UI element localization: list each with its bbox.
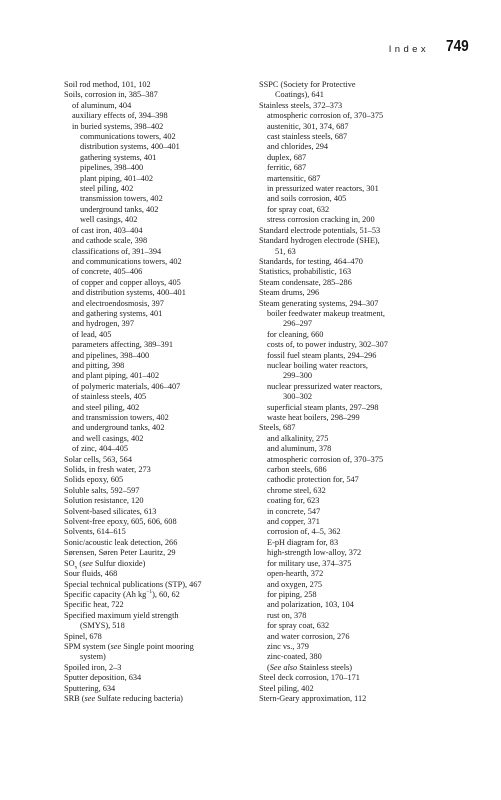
index-entry — [64, 215, 249, 225]
entry-text: Standard electrode potentials, 51–53 — [259, 225, 381, 235]
index-entry — [64, 569, 249, 579]
entry-text: coating for, 623 — [267, 496, 320, 506]
entry-text: SRB ( — [64, 693, 85, 703]
index-entry — [259, 475, 459, 485]
index-entry — [259, 278, 459, 288]
entry-text: nuclear boiling water reactors, — [267, 360, 368, 370]
entry-text: Steam condensate, 285–286 — [259, 277, 352, 287]
index-entry — [64, 80, 249, 90]
entry-text: distribution systems, 400–401 — [80, 142, 180, 152]
entry-text: Sputter deposition, 634 — [64, 673, 142, 683]
entry-text: underground tanks, 402 — [80, 204, 159, 214]
index-entry — [259, 434, 459, 444]
index-entry — [259, 371, 459, 381]
index-entry — [64, 559, 249, 569]
entry-text: 300–302 — [283, 392, 313, 402]
entry-text: and polarization, 103, 104 — [267, 600, 354, 610]
entry-text: and underground tanks, 402 — [72, 423, 165, 433]
entry-text: steel piling, 402 — [80, 184, 134, 194]
entry-text: of stainless steels, 405 — [72, 392, 147, 402]
entry-text: carbon steels, 686 — [267, 465, 327, 475]
entry-text: communications towers, 402 — [80, 132, 176, 142]
header-word: Index — [388, 44, 429, 55]
entry-text: high-strength low-alloy, 372 — [267, 548, 362, 558]
entry-text: ( — [77, 558, 83, 568]
entry-text: Soils, corrosion in, 385–387 — [64, 90, 158, 100]
entry-text: Stainless steels, 372–373 — [259, 100, 343, 110]
entry-text: martensitic, 687 — [267, 173, 321, 183]
index-entry — [259, 132, 459, 142]
entry-text: in concrete, 547 — [267, 506, 321, 516]
index-entry — [64, 132, 249, 142]
index-entry — [64, 642, 249, 652]
entry-text: and transmission towers, 402 — [72, 413, 169, 422]
index-entry — [64, 299, 249, 309]
index-entry — [259, 226, 459, 236]
entry-text: Solvents, 614–615 — [64, 527, 126, 537]
entry-text: atmospheric corrosion of, 370–375 — [267, 111, 384, 121]
index-column-left — [64, 80, 249, 704]
index-entry — [64, 403, 249, 413]
index-entry — [64, 309, 249, 319]
index-entry — [259, 569, 459, 579]
entry-text: chrome steel, 632 — [267, 485, 326, 495]
index-entry — [259, 101, 459, 111]
entry-text: Steels, 687 — [259, 423, 296, 433]
entry-text: pipelines, 398–400 — [80, 163, 144, 173]
entry-text: in buried systems, 398–402 — [72, 121, 164, 131]
index-entry — [64, 611, 249, 621]
entry-text: Sour fluids, 468 — [64, 569, 118, 579]
index-entry — [259, 621, 459, 631]
entry-text: atmospheric corrosion of, 370–375 — [267, 454, 384, 464]
index-entry — [259, 288, 459, 298]
entry-text: Coatings), 641 — [275, 90, 324, 100]
index-entry — [64, 319, 249, 329]
entry-text: see — [82, 558, 93, 568]
entry-text: Single point mooring — [121, 641, 194, 651]
entry-text: and oxygen, 275 — [267, 579, 323, 589]
entry-text: stress corrosion cracking in, 200 — [267, 215, 375, 225]
index-entry — [259, 673, 459, 683]
entry-text: −1 — [146, 589, 153, 596]
index-entry — [64, 101, 249, 111]
index-entry — [64, 153, 249, 163]
index-entry — [259, 382, 459, 392]
index-entry — [259, 153, 459, 163]
entry-text: and pipelines, 398–400 — [72, 350, 150, 360]
index-entry — [64, 330, 249, 340]
entry-text: and communications towers, 402 — [72, 256, 182, 266]
index-entry — [259, 423, 459, 433]
entry-text: costs of, to power industry, 302–307 — [267, 340, 388, 350]
entry-text: and soils corrosion, 405 — [267, 194, 347, 204]
entry-text: 299–300 — [283, 371, 313, 381]
index-entry — [64, 663, 249, 673]
entry-text: and copper, 371 — [267, 517, 320, 527]
entry-text: ( — [267, 662, 270, 672]
index-entry — [64, 590, 249, 600]
entry-text: of copper and copper alloys, 405 — [72, 277, 181, 287]
entry-text: Spinel, 678 — [64, 631, 102, 641]
entry-text: nuclear pressurized water reactors, — [267, 381, 383, 391]
index-entry — [64, 236, 249, 246]
index-entry — [64, 600, 249, 610]
index-entry — [64, 142, 249, 152]
entry-text: x — [74, 564, 78, 571]
index-entry — [64, 122, 249, 132]
entry-text: and water corrosion, 276 — [267, 631, 350, 641]
entry-text: parameters affecting, 389–391 — [72, 340, 173, 350]
entry-text: zinc-coated, 380 — [267, 652, 322, 662]
entry-text: and pitting, 398 — [72, 360, 125, 370]
entry-text: Sulfate reducing bacteria) — [95, 693, 183, 703]
index-entry — [259, 652, 459, 662]
index-entry — [64, 351, 249, 361]
entry-text: gathering systems, 401 — [80, 152, 157, 162]
index-entry — [259, 455, 459, 465]
index-entry — [64, 184, 249, 194]
entry-text: Sonic/acoustic leak detection, 266 — [64, 537, 178, 547]
index-entry — [64, 496, 249, 506]
entry-text: and steel piling, 402 — [72, 402, 140, 412]
entry-text: of aluminum, 404 — [72, 100, 132, 110]
index-entry — [64, 267, 249, 277]
index-entry — [259, 215, 459, 225]
index-entry — [64, 538, 249, 548]
index-entry — [64, 288, 249, 298]
index-entry — [64, 413, 249, 423]
entry-text: for spray coat, 632 — [267, 204, 330, 214]
entry-text: Stainless steels) — [297, 662, 353, 672]
index-entry — [64, 548, 249, 558]
entry-text: for spray coat, 632 — [267, 621, 330, 631]
index-entry — [64, 392, 249, 402]
index-entry — [259, 236, 459, 246]
entry-text: SPM system ( — [64, 641, 111, 651]
index-entry — [259, 507, 459, 517]
entry-text: SSPC (Society for Protective — [259, 80, 356, 89]
entry-text: Sulfur dioxide) — [92, 558, 146, 568]
entry-text: for cleaning, 660 — [267, 329, 324, 339]
index-entry — [64, 684, 249, 694]
entry-text: Steel piling, 402 — [259, 683, 314, 693]
entry-text: and gathering systems, 401 — [72, 308, 163, 318]
index-entry — [259, 247, 459, 257]
index-entry — [259, 611, 459, 621]
entry-text: fossil fuel steam plants, 294–296 — [267, 350, 377, 360]
entry-text: of concrete, 405–406 — [72, 267, 143, 277]
entry-text: austenitic, 301, 374, 687 — [267, 121, 349, 131]
entry-text: boiler feedwater makeup treatment, — [267, 308, 385, 318]
index-entry — [259, 694, 459, 704]
index-entry — [64, 278, 249, 288]
index-entry — [64, 257, 249, 267]
entry-text: Specific capacity (Ah kg — [64, 589, 147, 599]
entry-text: See also — [269, 662, 298, 672]
entry-text: Steam drums, 296 — [259, 288, 320, 298]
entry-text: Solution resistance, 120 — [64, 496, 144, 506]
index-entry — [64, 371, 249, 381]
entry-text: Sørensen, Søren Peter Lauritz, 29 — [64, 548, 176, 558]
index-entry — [259, 80, 459, 90]
entry-text: cathodic protection for, 547 — [267, 475, 359, 485]
index-entry — [259, 590, 459, 600]
index-entry — [259, 403, 459, 413]
index-entry — [259, 496, 459, 506]
index-entry — [64, 486, 249, 496]
entry-text: Statistics, probabilistic, 163 — [259, 267, 352, 277]
entry-text: Specified maximum yield strength — [64, 610, 179, 620]
index-entry — [259, 517, 459, 527]
entry-text: classifications of, 391–394 — [72, 246, 162, 256]
entry-text: duplex, 687 — [267, 152, 307, 162]
entry-text: Standard hydrogen electrode (SHE), — [259, 236, 380, 246]
entry-text: E-pH diagram for, 83 — [267, 537, 339, 547]
index-entry — [64, 652, 249, 662]
index-entry — [64, 475, 249, 485]
entry-text: and aluminum, 378 — [267, 444, 332, 454]
index-entry — [259, 330, 459, 340]
entry-text: Soil rod method, 101, 102 — [64, 80, 151, 89]
index-entry — [259, 465, 459, 475]
entry-text: and distribution systems, 400–401 — [72, 288, 186, 298]
entry-text: transmission towers, 402 — [80, 194, 163, 204]
index-entry — [64, 205, 249, 215]
index-entry — [259, 111, 459, 121]
entry-text: zinc vs., 379 — [267, 641, 309, 651]
index-entry — [64, 226, 249, 236]
index-entry — [64, 163, 249, 173]
index-entry — [64, 90, 249, 100]
index-entry — [259, 663, 459, 673]
index-entry — [64, 673, 249, 683]
index-entry — [259, 257, 459, 267]
entry-text: well casings, 402 — [80, 215, 138, 225]
entry-text: Steam generating systems, 294–307 — [259, 298, 379, 308]
index-entry — [259, 444, 459, 454]
entry-text: see — [84, 693, 96, 703]
index-entry — [259, 142, 459, 152]
index-entry — [259, 267, 459, 277]
index-entry — [259, 580, 459, 590]
entry-text: 296–297 — [283, 319, 313, 329]
index-entry — [259, 642, 459, 652]
entry-text: open-hearth, 372 — [267, 569, 324, 579]
entry-text: cast stainless steels, 687 — [267, 132, 348, 142]
entry-text: in pressurized water reactors, 301 — [267, 184, 379, 194]
index-entry — [64, 517, 249, 527]
index-entry — [64, 507, 249, 517]
index-entry — [64, 694, 249, 704]
entry-text: Solar cells, 563, 564 — [64, 454, 132, 464]
entry-text: auxiliary effects of, 394–398 — [72, 111, 168, 121]
index-entry — [64, 455, 249, 465]
index-entry — [64, 194, 249, 204]
index-entry — [64, 340, 249, 350]
entry-text: Solids epoxy, 605 — [64, 475, 124, 485]
entry-text: and cathode scale, 398 — [72, 236, 148, 246]
index-entry — [64, 111, 249, 121]
index-entry — [259, 538, 459, 548]
entry-text: Sputtering, 634 — [64, 683, 116, 693]
entry-text: of zinc, 404–405 — [72, 444, 128, 454]
index-entry — [64, 527, 249, 537]
index-entry — [259, 205, 459, 215]
index-entry — [259, 600, 459, 610]
index-entry — [64, 382, 249, 392]
entry-text: superficial steam plants, 297–298 — [267, 402, 379, 412]
index-entry — [259, 174, 459, 184]
index-entry — [259, 392, 459, 402]
entry-text: 51, 63 — [275, 246, 296, 256]
index-entry — [64, 444, 249, 454]
index-entry — [64, 361, 249, 371]
index-entry — [259, 319, 459, 329]
index-entry — [259, 122, 459, 132]
entry-text: and hydrogen, 397 — [72, 319, 134, 329]
entry-text: system) — [80, 652, 106, 662]
index-entry — [259, 299, 459, 309]
entry-text: see — [110, 641, 122, 651]
index-entry — [259, 684, 459, 694]
index-entry — [259, 340, 459, 350]
page-number: 749 — [446, 38, 469, 55]
index-entry — [259, 632, 459, 642]
running-header — [0, 38, 501, 58]
entry-text: plant piping, 401–402 — [80, 173, 154, 183]
entry-text: Spoiled iron, 2–3 — [64, 662, 122, 672]
entry-text: of cast iron, 403–404 — [72, 225, 143, 235]
index-entry — [64, 632, 249, 642]
entry-text: Specific heat, 722 — [64, 600, 124, 610]
index-entry — [64, 174, 249, 184]
entry-text: Solids, in fresh water, 273 — [64, 465, 151, 475]
index-entry — [259, 413, 459, 423]
index-entry — [259, 90, 459, 100]
index-entry — [64, 580, 249, 590]
entry-text: Soluble salts, 592–597 — [64, 485, 140, 495]
index-entry — [259, 351, 459, 361]
entry-text: and electroendosmosis, 397 — [72, 298, 164, 308]
index-entry — [64, 247, 249, 257]
entry-text: Solvent-free epoxy, 605, 606, 608 — [64, 517, 177, 527]
entry-text: and plant piping, 401–402 — [72, 371, 160, 381]
entry-text: ferritic, 687 — [267, 163, 307, 173]
entry-text: for piping, 258 — [267, 589, 317, 599]
entry-text: Standards, for testing, 464–470 — [259, 256, 363, 266]
entry-text: Special technical publications (STP), 467 — [64, 579, 202, 589]
index-entry — [64, 423, 249, 433]
entry-text: and chlorides, 294 — [267, 142, 329, 152]
index-entry — [259, 548, 459, 558]
index-entry — [64, 434, 249, 444]
entry-text: for military use, 374–375 — [267, 558, 352, 568]
index-entry — [259, 194, 459, 204]
index-entry — [259, 361, 459, 371]
entry-text: and alkalinity, 275 — [267, 433, 329, 443]
index-entry — [259, 163, 459, 173]
index-entry — [64, 621, 249, 631]
index-entry — [259, 527, 459, 537]
entry-text: ), 60, 62 — [152, 589, 180, 599]
entry-text: and well casings, 402 — [72, 433, 144, 443]
entry-text: Solvent-based silicates, 613 — [64, 506, 157, 516]
index-entry — [259, 559, 459, 569]
entry-text: Stern-Geary approximation, 112 — [259, 693, 367, 703]
entry-text: (SMYS), 518 — [80, 621, 125, 631]
entry-text: of lead, 405 — [72, 329, 112, 339]
index-entry — [259, 184, 459, 194]
index-entry — [259, 309, 459, 319]
entry-text: Steel deck corrosion, 170–171 — [259, 673, 360, 683]
entry-text: of polymeric materials, 406–407 — [72, 381, 181, 391]
index-entry — [64, 465, 249, 475]
entry-text: corrosion of, 4–5, 362 — [267, 527, 341, 537]
index-column-right — [259, 80, 459, 704]
entry-text: SO — [64, 558, 75, 568]
index-entry — [259, 486, 459, 496]
entry-text: rust on, 378 — [267, 610, 307, 620]
entry-text: waste heat boilers, 298–299 — [267, 413, 360, 422]
